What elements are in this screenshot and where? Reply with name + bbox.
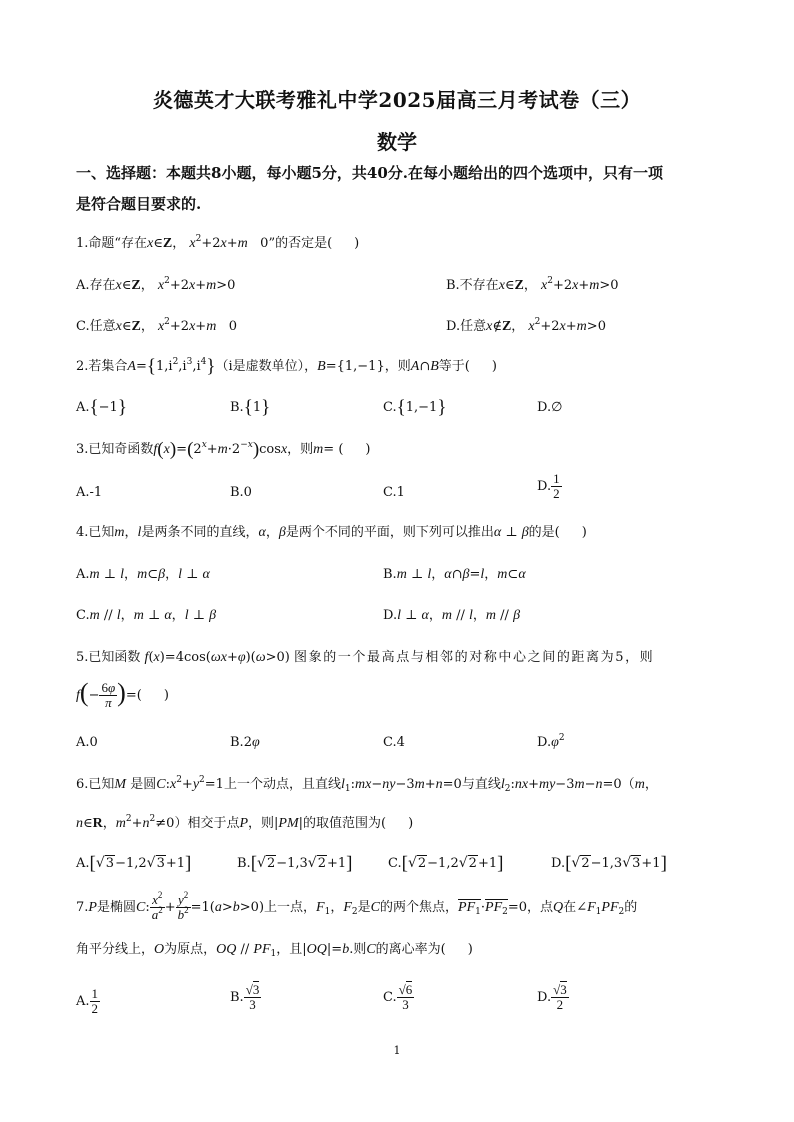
q3-option-b[interactable]: B.0 — [230, 485, 252, 500]
q5-option-b[interactable]: B.2φ — [230, 735, 260, 750]
q6-option-a[interactable]: A.[√3−1,2√3+1] — [76, 853, 192, 874]
q4-option-a[interactable]: A.m ⊥ l，m⊂β，l ⊥ α — [76, 567, 210, 582]
subject-heading: 数学 — [377, 130, 417, 154]
q1-option-b[interactable]: B.不存在x∈Z， $x^2+2x+m>0$ — [446, 276, 619, 293]
q3-option-c[interactable]: C.1 — [383, 485, 405, 500]
section-heading-line1: 一、选择题：本题共8小题，每小题5分，共40分.在每小题给出的四个选项中，只有一项 — [76, 164, 663, 182]
question-2: 2.若集合$A=\{1,i^2,i^3,i^4\}(i$是虚数单位），B={1,−1}，则A∩B等于( ) — [76, 356, 497, 377]
q5-option-a[interactable]: A.0 — [76, 735, 98, 750]
question-1: 1.命题“存在x∈Z， $x^2+2x+m$ 0”的否定是( ) — [76, 234, 360, 251]
q2-option-a[interactable]: A.{−1} — [76, 397, 127, 418]
q6-option-c[interactable]: C.[√2−1,2√2+1] — [388, 853, 504, 874]
q6-option-b[interactable]: B.[√2−1,3√2+1] — [237, 853, 353, 874]
q3-option-a[interactable]: A.-1 — [76, 485, 103, 500]
q7-option-a[interactable]: A. $\frac{1}{2}$ — [76, 986, 99, 1016]
page-title: 炎德英才大联考雅礼中学2025届高三月考试卷（三） — [152, 88, 642, 112]
page-number: 1 — [393, 1044, 401, 1057]
q1-option-d[interactable]: D.任意x∉Z， $x^2+2x+m>0$ — [446, 317, 606, 334]
question-5: 5.已知函数 f(x)=4cos(ωx+φ)(ω>0) 图象的一个最高点与相邻的对称中心之间的距离为5，则 — [76, 650, 655, 665]
q4-option-c[interactable]: C.m // l，m ⊥ α，l ⊥ β — [76, 608, 217, 623]
q4-option-b[interactable]: B.m ⊥ l，α∩β=l，m⊂α — [383, 567, 526, 582]
question-4: 4.已知m，l是两条不同的直线，α，β是两个不同的平面，则下列可以推出α ⊥ β的是( ) — [76, 525, 587, 540]
section-heading-line2: 是符合题目要求的. — [76, 195, 202, 213]
q2-option-b[interactable]: B.{1} — [230, 397, 271, 418]
q1-option-a[interactable]: A.存在x∈Z， $x^2+2x+m>0$ — [76, 276, 236, 293]
question-7-cont: 角平分线上，O为原点，OQ // $PF_1$，且|OQ|=b.则C的离心率为( ) — [76, 942, 473, 959]
q3-option-d[interactable]: D. $\frac{1}{2}$ — [537, 471, 560, 501]
q7-option-b[interactable]: B. $\frac{√3}{3}$ — [230, 982, 260, 1012]
question-7: 7.P是椭圆C: $\frac{x^2}{a^2}$ + $\frac{y^2}{b^2}$ =1(a>b>0)上一点，$F_1$，$F_2$是C的两个焦点，$PF_1\cdot PF_2=0$，点Q在$\angle F_1PF_2$的 — [76, 890, 638, 922]
q7-option-d[interactable]: D. $\frac{√3}{2}$ — [537, 982, 567, 1012]
q6-option-d[interactable]: D.[√2−1,3√3+1] — [551, 853, 667, 874]
section-heading — [76, 158, 726, 220]
question-5-cont: f(− $\frac{6\varphi}{\pi}$ )=( ) — [76, 678, 169, 710]
q4-option-d[interactable]: D.l ⊥ α，m // l，m // β — [383, 608, 521, 623]
question-6: 6.已知M 是圆$C:x^2+y^2=1$上一个动点，且直线$l_1:mx-ny-3m+n=0$与直线$l_2:nx+my-3m-n=0(m$， — [76, 775, 658, 794]
q7-option-c[interactable]: C. $\frac{√6}{3}$ — [383, 982, 413, 1012]
q2-option-d[interactable]: D.∅ — [537, 400, 563, 415]
q1-option-c[interactable]: C.任意x∈Z， $x^2+2x+m$ 0 — [76, 317, 237, 334]
question-6-cont: n∈R，$m^2+n^2\ne 0$）相交于点P，则|PM|的取值范围为( ) — [76, 814, 414, 831]
q5-option-d[interactable]: $D.\varphi^2$ — [537, 733, 565, 750]
question-3: 3.已知奇函数$f(x)=(2^x+m\cdot 2^{-x})\cos x$，则m= ( ) — [76, 439, 371, 460]
q5-option-c[interactable]: C.4 — [383, 735, 405, 750]
q2-option-c[interactable]: C.{1,−1} — [383, 397, 447, 418]
